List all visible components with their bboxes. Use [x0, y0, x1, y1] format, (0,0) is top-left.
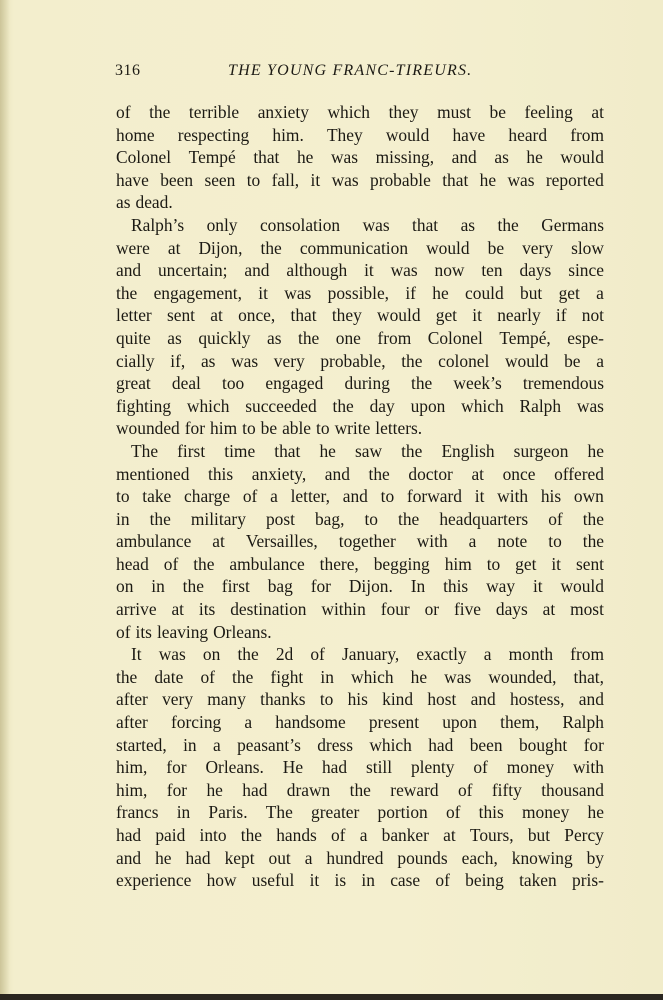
text-line: started, in a peasant’s dress which had been bought for	[116, 734, 604, 755]
text-line: after forcing a handsome present upon them, Ralph	[116, 712, 604, 733]
text-line: to take charge of a letter, and to forward it with his own	[116, 486, 604, 507]
text-line: of the terrible anxiety which they must be feeling at	[116, 102, 604, 122]
text-line: after very many thanks to his kind host and hostess, and	[116, 689, 604, 710]
gutter-shadow	[0, 0, 10, 1000]
text-line: experience how useful it is in case of being taken pris-	[116, 870, 604, 891]
text-line: the date of the fight in which he was wounded, that,	[116, 666, 604, 687]
text-line: as dead.	[116, 192, 173, 213]
text-line: in the military post bag, to the headquarters of the	[116, 508, 604, 529]
text-line: the engagement, it was possible, if he could but get a	[116, 282, 604, 303]
text-line: fighting which succeeded the day upon which Ralph was	[116, 395, 604, 416]
text-line: home respecting him. They would have heard from	[116, 124, 604, 145]
text-line: Ralph’s only consolation was that as the Germans	[131, 214, 604, 235]
text-line: It was on the 2d of January, exactly a month from	[131, 644, 604, 665]
text-line: Colonel Tempé that he was missing, and as he would	[116, 147, 604, 168]
running-title: THE YOUNG FRANC-TIREURS.	[228, 62, 473, 79]
text-line: The first time that he saw the English surgeon he	[131, 440, 604, 461]
text-line: have been seen to fall, it was probable that he was reported	[116, 169, 604, 190]
text-line: mentioned this anxiety, and the doctor at once offered	[116, 463, 604, 484]
text-line: letter sent at once, that they would get it nearly if not	[116, 305, 604, 326]
text-line: of its leaving Orleans.	[116, 621, 272, 642]
body-text	[116, 101, 604, 892]
text-line: had paid into the hands of a banker at Tours, but Percy	[116, 825, 604, 845]
text-line: quite as quickly as the one from Colonel Tempé, espe-	[116, 327, 604, 348]
text-line: and uncertain; and although it was now ten days since	[116, 260, 604, 281]
text-line: francs in Paris. The greater portion of this money he	[116, 802, 604, 823]
text-line: were at Dijon, the communication would be very slow	[116, 237, 604, 258]
text-line: arrive at its destination within four or five days at most	[116, 599, 604, 620]
text-line: cially if, as was very probable, the colonel would be a	[116, 350, 604, 371]
running-head	[115, 62, 604, 84]
text-line: him, for he had drawn the reward of fifty thousand	[116, 779, 604, 800]
text-line: head of the ambulance there, begging him to get it sent	[116, 553, 604, 574]
text-line: on in the first bag for Dijon. In this way it would	[116, 576, 604, 597]
page-bottom-edge	[0, 994, 663, 1000]
page-number: 316	[115, 62, 141, 79]
text-line: and he had kept out a hundred pounds each, knowing by	[116, 847, 604, 868]
text-line: wounded for him to be able to write letters.	[116, 418, 423, 439]
text-line: ambulance at Versailles, together with a note to the	[116, 531, 604, 552]
text-line: him, for Orleans. He had still plenty of money with	[116, 757, 604, 778]
text-line: great deal too engaged during the week’s tremendous	[116, 373, 604, 394]
